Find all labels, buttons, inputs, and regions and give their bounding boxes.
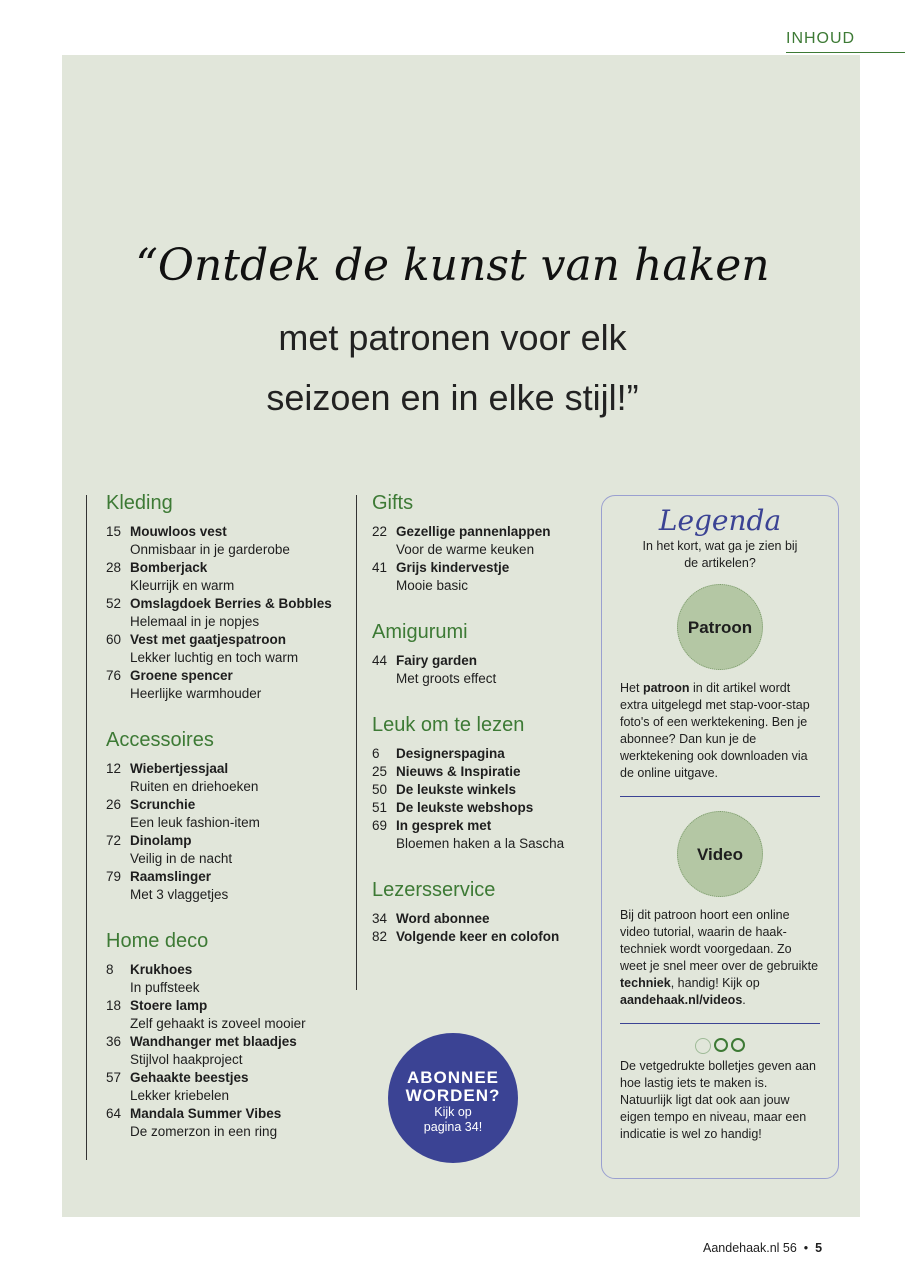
quote-line-3: seizoen en in elke stijl!” [266,377,639,418]
section-title: Home deco [106,930,209,952]
page-number: 26 [106,797,122,812]
section-title: Gifts [372,492,414,514]
toc-section-amigurumi [372,621,594,688]
item-title: Grijs kindervestje [396,560,510,575]
toc-section-lezersservice [372,879,594,946]
subscribe-title: ABONNEE WORDEN? [405,1068,501,1105]
page-number: 44 [372,653,388,668]
toc-item[interactable] [106,868,351,904]
toc-section-kleding [106,492,351,703]
item-subtitle: Onmisbaar in je garderobe [130,542,290,557]
toc-item[interactable] [372,523,594,559]
item-title: Wiebertjessjaal [130,761,229,776]
toc-item[interactable] [106,667,351,703]
item-title: Mouwloos vest [130,524,227,539]
toc-item[interactable] [106,1105,351,1141]
item-subtitle: Heerlijke warmhouder [130,686,262,701]
item-subtitle: De zomerzon in een ring [130,1124,278,1139]
legend-box [601,495,839,1179]
page-number: 57 [106,1070,122,1085]
footer: Aandehaak.nl 56 • 5 [703,1241,823,1255]
item-title: In gesprek met [396,818,492,833]
page-number: 15 [106,524,122,539]
subscribe-text: Kijk op pagina 34! [423,1105,483,1134]
videos-link[interactable]: aandehaak.nl/videos [620,993,743,1007]
legend-title: Legenda [658,504,782,537]
toc-item[interactable] [372,928,594,946]
item-title: De leukste webshops [396,800,534,815]
section-header: INHOUD [786,30,905,53]
column-divider [86,495,87,1160]
page-number: 76 [106,668,122,683]
page-number: 51 [372,800,388,815]
toc-item[interactable] [106,1069,351,1105]
item-subtitle: Met groots effect [396,671,497,686]
item-subtitle: Mooie basic [396,578,469,593]
difficulty-icon [602,1038,838,1054]
item-title: Groene spencer [130,668,233,683]
toc-item[interactable] [372,817,594,853]
video-badge: Video [677,811,763,897]
item-title: Krukhoes [130,962,193,977]
item-title: De leukste winkels [396,782,517,797]
toc-item[interactable] [106,595,351,631]
toc-item[interactable] [372,559,594,595]
toc-section-accessoires [106,729,351,904]
page-number: 12 [106,761,122,776]
item-subtitle: Bloemen haken a la Sascha [396,836,565,851]
item-subtitle: Zelf gehaakt is zoveel mooier [130,1016,306,1031]
page-number: 60 [106,632,122,647]
item-title: Word abonnee [396,911,490,926]
toc-section-leuk-om-te-lezen [372,714,594,853]
toc-item[interactable] [106,997,351,1033]
toc-section-home-deco [106,930,351,1141]
item-title: Gezellige pannenlappen [396,524,551,539]
item-subtitle: Lekker kriebelen [130,1088,230,1103]
toc-item[interactable] [372,799,594,817]
page-number: 64 [106,1106,122,1121]
toc-item[interactable] [372,652,594,688]
quote-line-2: met patronen voor elk [278,317,627,358]
page-number: 79 [106,869,122,884]
page-number: 28 [106,560,122,575]
divider [620,1023,820,1024]
item-title: Stoere lamp [130,998,208,1013]
item-subtitle: Veilig in de nacht [130,851,233,866]
item-subtitle: Een leuk fashion-item [130,815,260,830]
divider [620,796,820,797]
item-title: Raamslinger [130,869,212,884]
section-title: Lezersservice [372,879,496,901]
page-number: 8 [106,962,114,977]
patroon-text: Het patroon in dit artikel wordt extra uitgelegd met stap-voor-stap foto's of een werktekening. Ben je abonnee? Dan kun je de werktekening ook downloaden via de online uitgave. [620,681,810,780]
toc-item[interactable] [106,631,351,667]
item-title: Designerspagina [396,746,505,761]
page-number: 52 [106,596,122,611]
toc-column-middle [372,492,594,972]
toc-item[interactable] [106,796,351,832]
item-subtitle: Stijlvol haakproject [130,1052,243,1067]
toc-item[interactable] [106,1033,351,1069]
item-subtitle: Kleurrijk en warm [130,578,235,593]
page-number: 41 [372,560,388,575]
item-title: Volgende keer en colofon [396,929,560,944]
page-number: 25 [372,764,388,779]
item-title: Nieuws & Inspiratie [396,764,521,779]
toc-item[interactable] [106,760,351,796]
page-number: 6 [372,746,380,761]
difficulty-text: De vetgedrukte bolletjes geven aan hoe lastig iets te maken is. Natuurlijk ligt dat ook aan jouw eigen tempo en niveau, maar een indicatie is wel zo handig! [620,1059,816,1141]
page-number: 50 [372,782,388,797]
page-number: 22 [372,524,388,539]
page-number: 34 [372,911,388,926]
item-subtitle: Helemaal in je nopjes [130,614,260,629]
item-subtitle: Voor de warme keuken [396,542,535,557]
item-title: Bomberjack [130,560,208,575]
item-subtitle: Met 3 vlaggetjes [130,887,229,902]
item-title: Vest met gaatjespatroon [130,632,287,647]
page-number: 72 [106,833,122,848]
toc-item[interactable] [106,832,351,868]
toc-item[interactable] [106,559,351,595]
toc-item[interactable] [106,523,351,559]
legend-intro: In het kort, wat ga je zien bij de artikelen? [642,539,798,570]
toc-item[interactable] [372,910,594,928]
page-number: 82 [372,929,388,944]
toc-section-gifts [372,492,594,595]
item-subtitle: Lekker luchtig en toch warm [130,650,299,665]
quote-line-1: “Ontdek de kunst van haken [135,240,770,291]
toc-item[interactable] [372,745,594,763]
subscribe-badge[interactable] [388,1033,518,1163]
section-title: Accessoires [106,729,214,751]
item-subtitle: Ruiten en driehoeken [130,779,259,794]
section-title: Kleding [106,492,173,514]
toc-item[interactable] [106,961,351,997]
toc-item[interactable] [372,763,594,781]
item-title: Wandhanger met blaadjes [130,1034,297,1049]
item-title: Gehaakte beestjes [130,1070,249,1085]
toc-item[interactable] [372,781,594,799]
item-title: Fairy garden [396,653,478,668]
item-title: Scrunchie [130,797,196,812]
item-title: Dinolamp [130,833,192,848]
toc-column-left [106,492,351,1167]
item-title: Mandala Summer Vibes [130,1106,282,1121]
item-subtitle: In puffsteek [130,980,200,995]
video-text: Bij dit patroon hoort een online video tutorial, waarin de haak-techniek wordt voorgedaan. Zo weet je snel meer over de gebruikte techniek, handig! Kijk op aandehaak.nl/videos. [620,908,819,1007]
page-number: 18 [106,998,122,1013]
page-number: 69 [372,818,388,833]
column-divider [356,495,357,990]
page-number: 36 [106,1034,122,1049]
section-title: Amigurumi [372,621,468,643]
patroon-badge: Patroon [677,584,763,670]
section-title: Leuk om te lezen [372,714,525,736]
item-title: Omslagdoek Berries & Bobbles [130,596,332,611]
